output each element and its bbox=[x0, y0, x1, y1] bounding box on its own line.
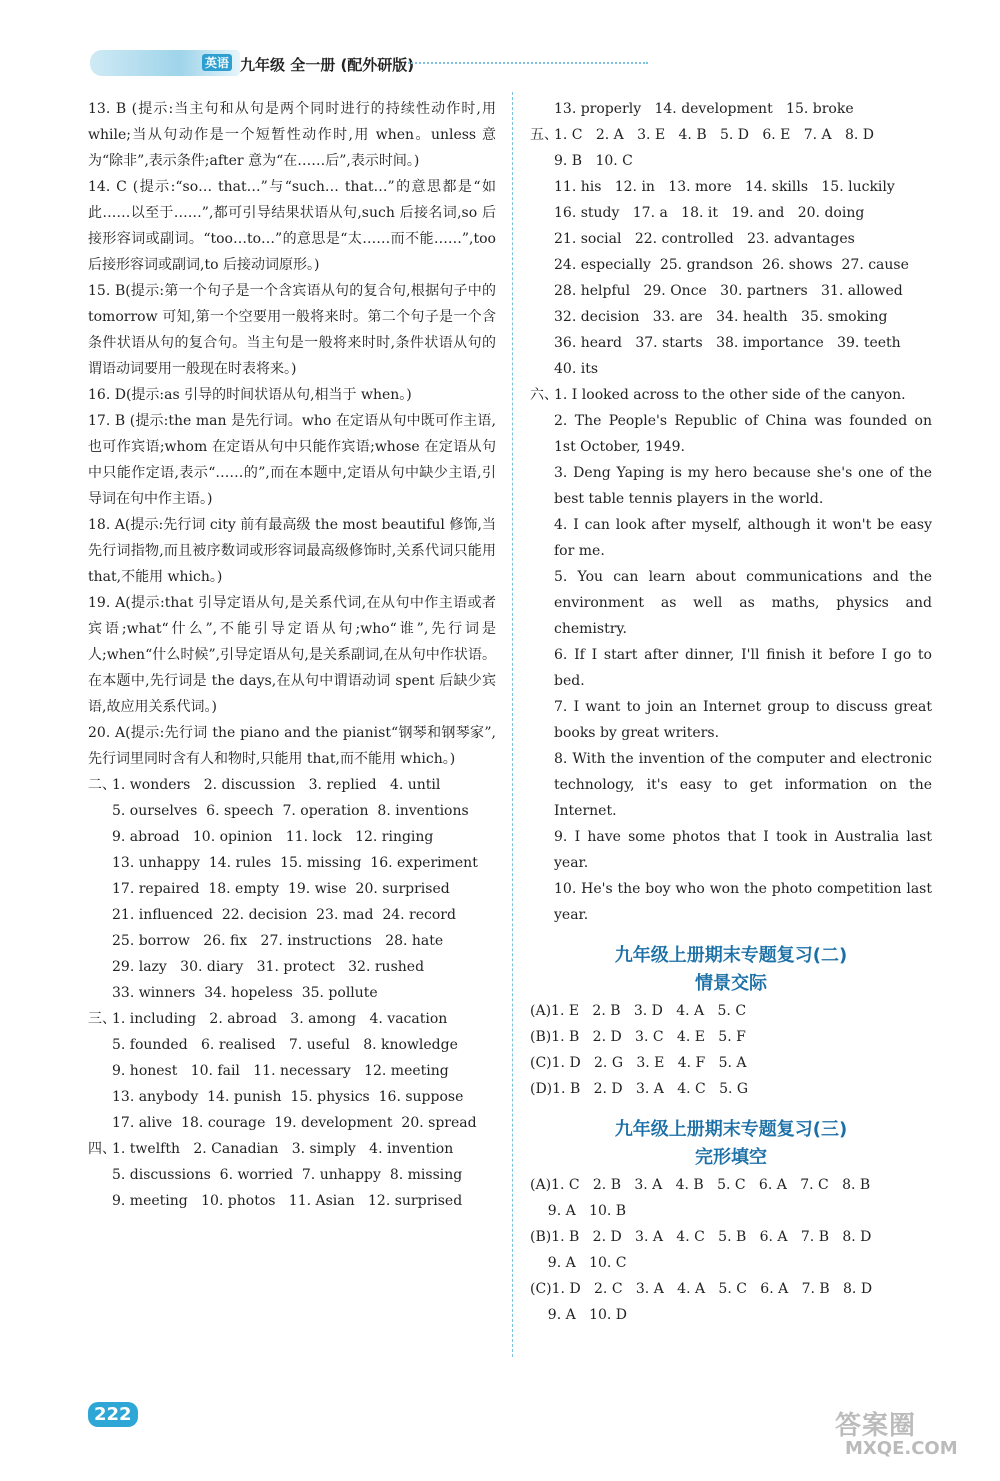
subject-badge: 英语 bbox=[202, 54, 232, 71]
answer-row: (D)1. B 2. D 3. A 4. C 5. G bbox=[530, 1081, 749, 1097]
answer-row: 9. A 10. D bbox=[530, 1307, 628, 1323]
answer-row: 32. decision 33. are 34. health 35. smoking bbox=[554, 309, 888, 325]
answer-row: 17. repaired 18. empty 19. wise 20. surprised bbox=[112, 881, 450, 897]
section-2 bbox=[88, 772, 496, 1006]
answer-13: 13. B (提示:当主句和从句是两个同时进行的持续性动作时,用 while;当从句动作是一个短暂性动作时,用 when。unless 意为“除非”,表示条件;after 意为“在……后”,表示时间。) bbox=[88, 101, 496, 169]
answer-row: 21. influenced 22. decision 23. mad 24. record bbox=[112, 907, 456, 923]
watermark-url: MXQE.COM bbox=[845, 1438, 958, 1459]
header-dotted-line bbox=[408, 62, 648, 64]
answer-row: 17. alive 18. courage 19. development 20. spread bbox=[112, 1115, 477, 1131]
sentence-answer: 5. You can learn about communications and the environment as well as maths, physics and chemistry. bbox=[554, 569, 932, 637]
sentence-answer: 10. He's the boy who won the photo competition last year. bbox=[554, 881, 932, 923]
review-2-title: 九年级上册期末专题复习(二) bbox=[614, 945, 848, 966]
answer-row: 28. helpful 29. Once 30. partners 31. allowed bbox=[554, 283, 903, 299]
answer-row: 13. properly 14. development 15. broke bbox=[554, 101, 854, 117]
book-title: 九年级 全一册 (配外研版) bbox=[240, 56, 415, 74]
answer-14: 14. C (提示:“so… that…”与“such… that…”的意思都是“如此……以至于……”,都可引导结果状语从句,such 后接名词,so 后接形容词或副词。“too…to…”的意思是“太……而不能……”,too 后接形容词或副词,to 后接动词原形。) bbox=[88, 179, 496, 273]
watermark-logo: 答案圈 bbox=[835, 1411, 917, 1441]
section-4 bbox=[88, 1136, 496, 1214]
sentence-answer: 9. I have some photos that I took in Australia last year. bbox=[554, 829, 932, 871]
page-header bbox=[90, 42, 650, 82]
sentence-answer: 7. I want to join an Internet group to discuss great books by great writers. bbox=[554, 699, 932, 741]
answer-row: 5. founded 6. realised 7. useful 8. knowledge bbox=[112, 1037, 458, 1053]
answer-row: 1. including 2. abroad 3. among 4. vacation bbox=[112, 1011, 448, 1027]
right-column bbox=[530, 96, 932, 1328]
page-number: 222 bbox=[88, 1402, 138, 1427]
answer-row: 9. B 10. C bbox=[554, 153, 633, 169]
answer-18: 18. A(提示:先行词 city 前有最高级 the most beautiful 修饰,当先行词指物,而且被序数词或形容词最高级修饰时,关系代词只能用 that,不能用 which。) bbox=[88, 517, 496, 585]
answer-row: 9. meeting 10. photos 11. Asian 12. surprised bbox=[112, 1193, 463, 1209]
sentence-answer: 1. I looked across to the other side of the canyon. bbox=[554, 387, 906, 403]
section-3 bbox=[88, 1006, 496, 1136]
answer-row: 40. its bbox=[554, 361, 599, 377]
sentence-answer: 6. If I start after dinner, I'll finish it before I go to bed. bbox=[554, 647, 932, 689]
answer-row: 5. discussions 6. worried 7. unhappy 8. missing bbox=[112, 1167, 463, 1183]
sentence-answer: 3. Deng Yaping is my hero because she's one of the best table tennis players in the world. bbox=[554, 465, 932, 507]
sentence-answer: 8. With the invention of the computer and electronic technology, it's easy to get information on the Internet. bbox=[554, 751, 932, 819]
sentence-answer: 4. I can look after myself, although it won't be easy for me. bbox=[554, 517, 932, 559]
answer-row: 25. borrow 26. fix 27. instructions 28. hate bbox=[112, 933, 444, 949]
answer-16: 16. D(提示:as 引导的时间状语从句,相当于 when。) bbox=[88, 387, 412, 403]
answer-row: (C)1. D 2. G 3. E 4. F 5. A bbox=[530, 1055, 747, 1071]
answer-19: 19. A(提示:that 引导定语从句,是关系代词,在从句中作主语或者宾语;what“什么”,不能引导定语从句;who“谁”,先行词是人;when“什么时候”,引导定语从句,是关系副词,在从句中作状语。在本题中,先行词是 the days,在从句中谓语动词 spent 后缺少宾语,故应用关系代词。) bbox=[88, 595, 496, 715]
answer-row: (A)1. C 2. B 3. A 4. B 5. C 6. A 7. C 8. B bbox=[530, 1177, 871, 1193]
answer-row: 33. winners 34. hopeless 35. pollute bbox=[112, 985, 378, 1001]
section-5-number: 五、 bbox=[530, 127, 558, 143]
section-5 bbox=[530, 122, 932, 382]
answer-row: 9. A 10. B bbox=[530, 1203, 627, 1219]
answer-row: 24. especially 25. grandson 26. shows 27. cause bbox=[554, 257, 909, 273]
section-6 bbox=[530, 382, 932, 928]
answer-20: 20. A(提示:先行词 the piano and the pianist“钢琴和钢琴家”,先行词里同时含有人和物时,只能用 that,而不能用 which。) bbox=[88, 725, 496, 767]
answer-row: 1. wonders 2. discussion 3. replied 4. until bbox=[112, 777, 441, 793]
answer-row: 1. C 2. A 3. E 4. B 5. D 6. E 7. A 8. D bbox=[554, 127, 875, 143]
answer-row: 11. his 12. in 13. more 14. skills 15. luckily bbox=[554, 179, 895, 195]
answer-row: (B)1. B 2. D 3. C 4. E 5. F bbox=[530, 1029, 746, 1045]
answer-row: (B)1. B 2. D 3. A 4. C 5. B 6. A 7. B 8. D bbox=[530, 1229, 872, 1245]
answer-row: (A)1. E 2. B 3. D 4. A 5. C bbox=[530, 1003, 747, 1019]
answer-17: 17. B (提示:the man 是先行词。who 在定语从句中既可作主语,也可作宾语;whom 在定语从句中只能作宾语;whose 在定语从句中只能作定语,表示“……的”,而在本题中,定语从句中缺少主语,引导词在句中作主语。) bbox=[88, 413, 496, 507]
section-4-number: 四、 bbox=[88, 1141, 116, 1157]
answer-row: 13. unhappy 14. rules 15. missing 16. experiment bbox=[112, 855, 478, 871]
answer-row: 1. twelfth 2. Canadian 3. simply 4. invention bbox=[112, 1141, 454, 1157]
answer-row: 9. honest 10. fail 11. necessary 12. meeting bbox=[112, 1063, 449, 1079]
section-6-number: 六、 bbox=[530, 387, 558, 403]
review-3-title: 九年级上册期末专题复习(三) bbox=[614, 1119, 848, 1140]
review-3-subtitle: 完形填空 bbox=[695, 1147, 767, 1168]
section-3-number: 三、 bbox=[88, 1011, 116, 1027]
review-2-subtitle: 情景交际 bbox=[695, 973, 767, 994]
column-divider bbox=[512, 92, 513, 1357]
answer-row: 13. anybody 14. punish 15. physics 16. suppose bbox=[112, 1089, 464, 1105]
answer-row: 9. A 10. C bbox=[530, 1255, 627, 1271]
answer-row: 5. ourselves 6. speech 7. operation 8. inventions bbox=[112, 803, 469, 819]
answer-row: 29. lazy 30. diary 31. protect 32. rushed bbox=[112, 959, 425, 975]
left-column bbox=[88, 96, 496, 1214]
sentence-answer: 2. The People's Republic of China was founded on 1st October, 1949. bbox=[554, 413, 932, 455]
answer-row: 21. social 22. controlled 23. advantages bbox=[554, 231, 855, 247]
section-2-number: 二、 bbox=[88, 777, 116, 793]
answer-row: 36. heard 37. starts 38. importance 39. teeth bbox=[554, 335, 901, 351]
answer-row: (C)1. D 2. C 3. A 4. A 5. C 6. A 7. B 8. D bbox=[530, 1281, 873, 1297]
answer-15: 15. B(提示:第一个句子是一个含宾语从句的复合句,根据句子中的 tomorrow 可知,第一个空要用一般将来时。第二个句子是一个含条件状语从句的复合句。当主句是一般将来时时,条件状语从句的谓语动词要用一般现在时表将来。) bbox=[88, 283, 496, 377]
answer-row: 9. abroad 10. opinion 11. lock 12. ringing bbox=[112, 829, 434, 845]
answer-row: 16. study 17. a 18. it 19. and 20. doing bbox=[554, 205, 865, 221]
